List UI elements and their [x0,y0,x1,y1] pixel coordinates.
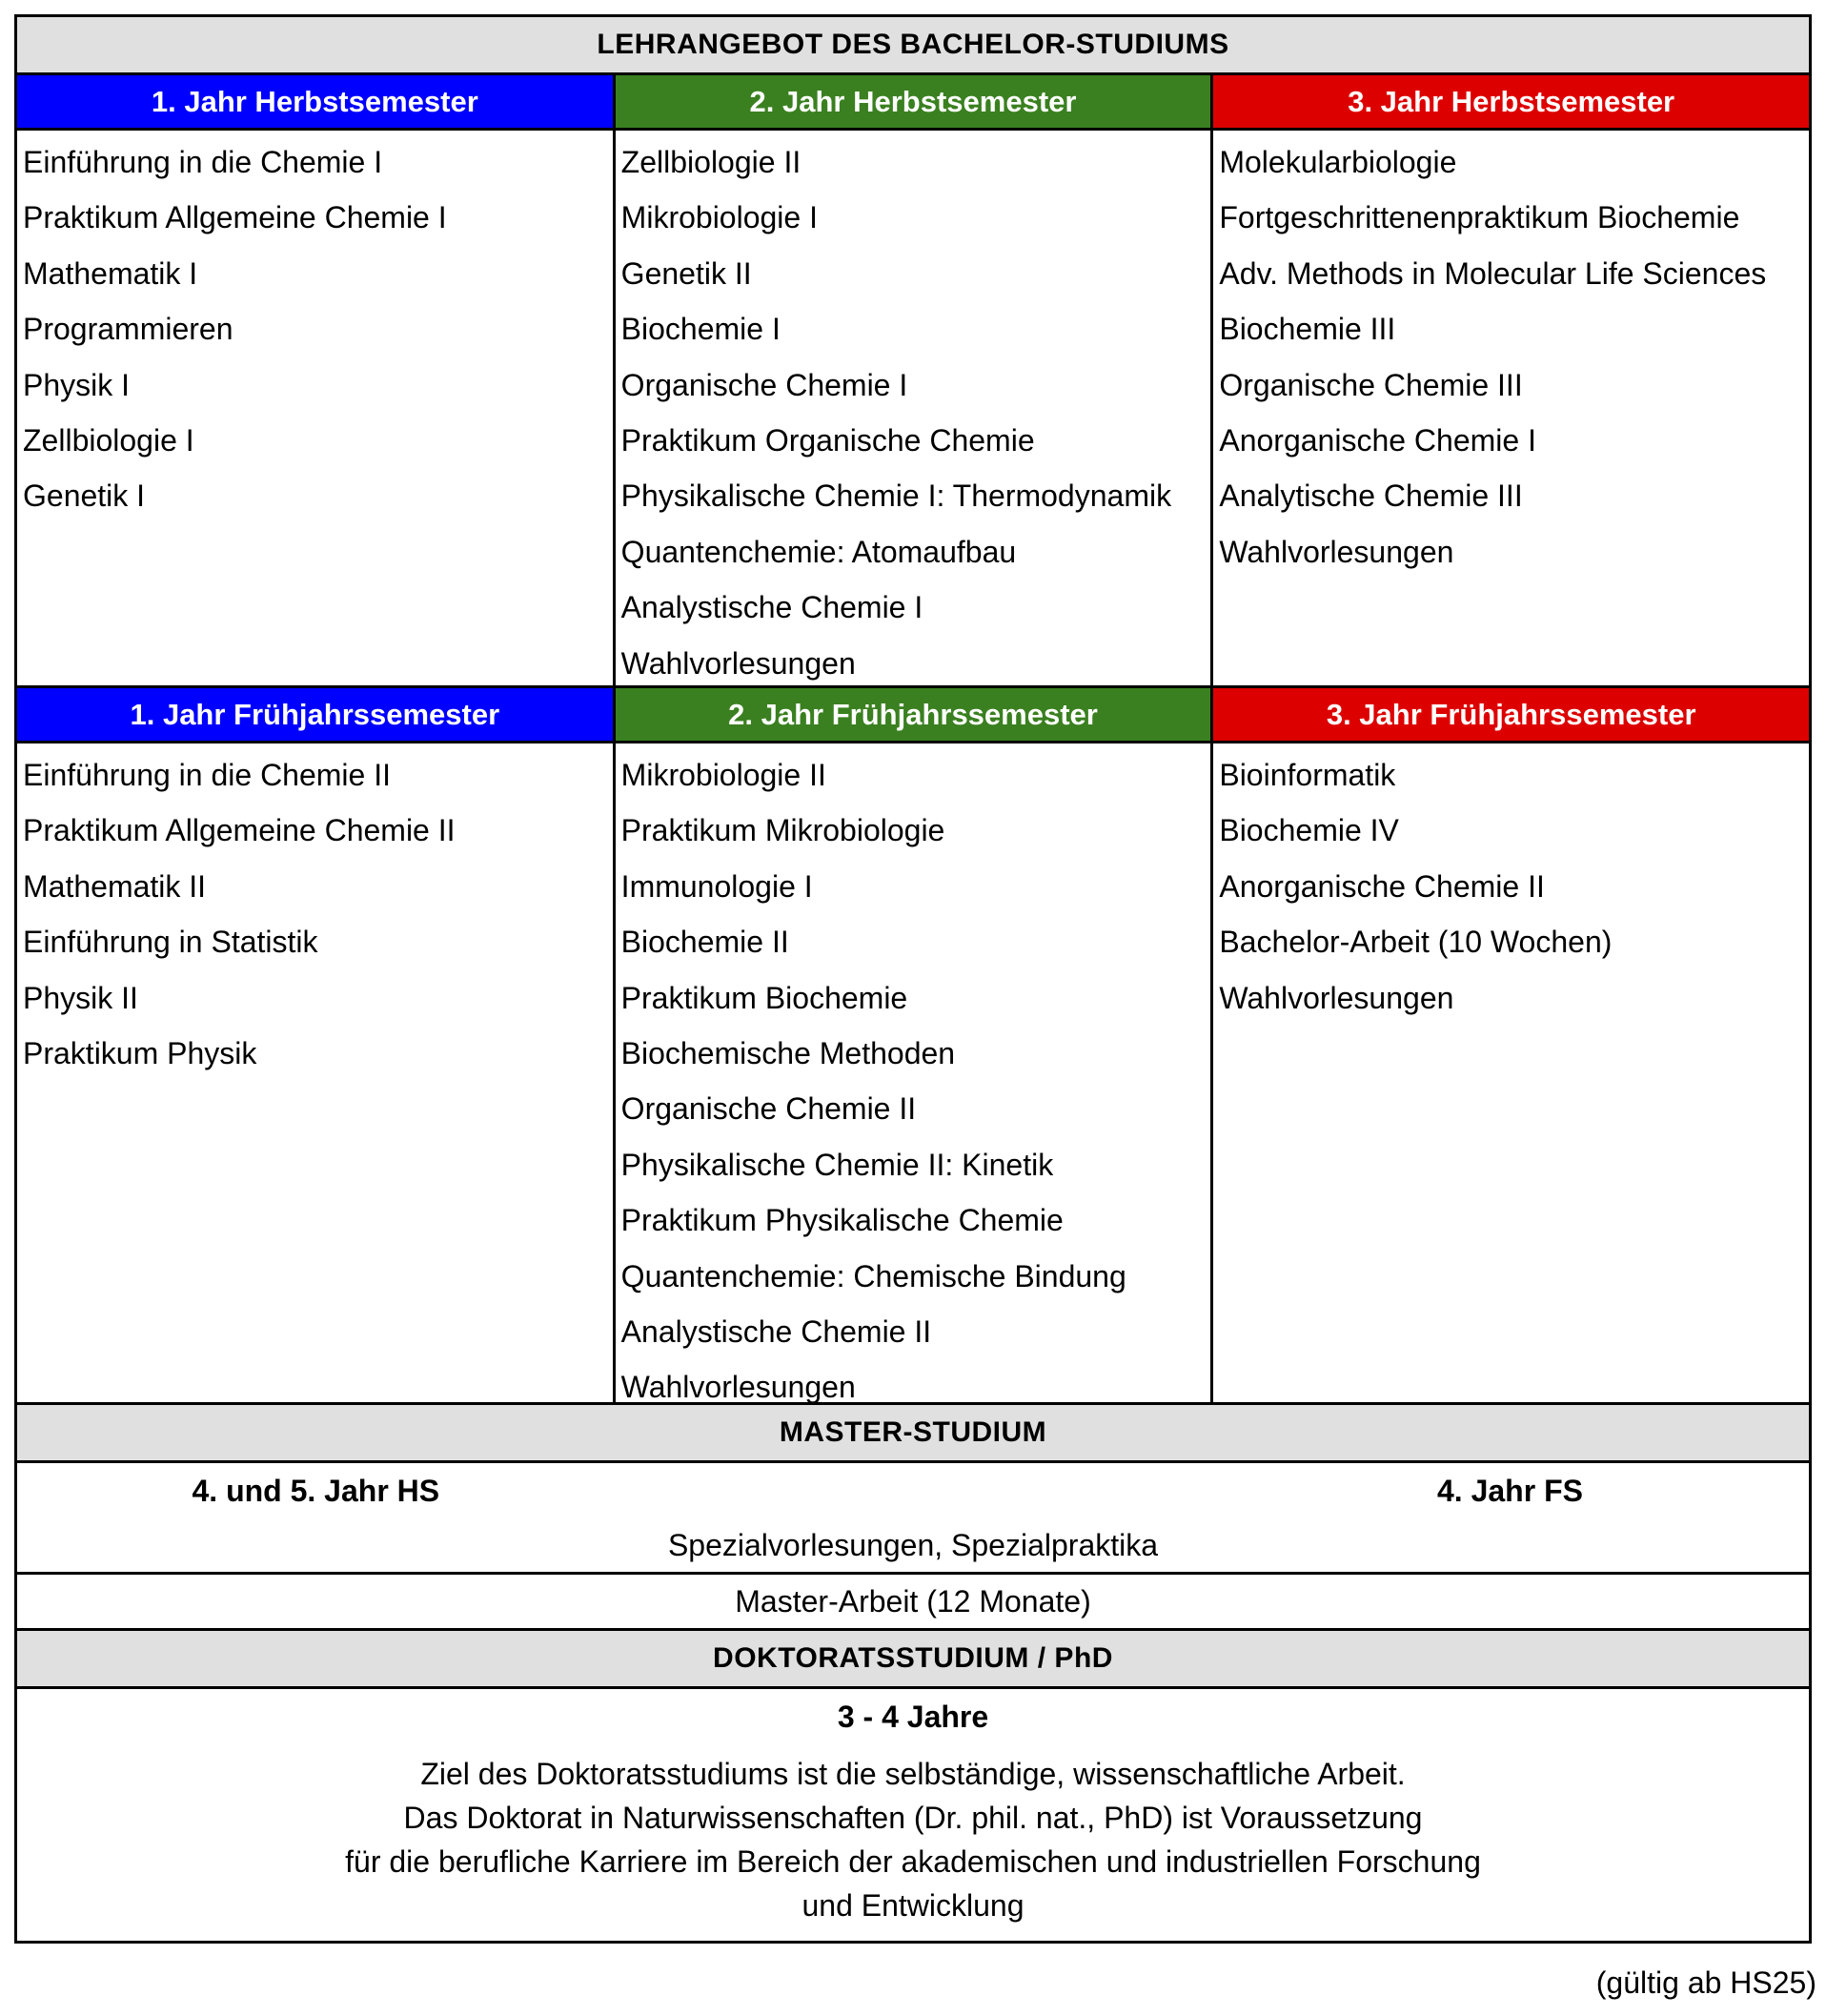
phd-title: DOKTORATSSTUDIUM / PhD [17,1631,1809,1689]
course-item: Zellbiologie II [620,145,801,179]
phd-line: Ziel des Doktoratsstudiums ist die selbständige, wissenschaftliche Arbeit. [420,1757,1406,1791]
bachelor-title: LEHRANGEBOT DES BACHELOR-STUDIUMS [17,17,1809,75]
course-item: Organische Chemie II [620,1091,917,1127]
course-item: Physikalische Chemie II: Kinetik [620,1147,1054,1182]
course-item: Physik I [23,367,131,402]
course-list [1213,743,1809,1026]
course-item: Organische Chemie III [1219,367,1523,402]
course-item: Praktikum Mikrobiologie [620,813,945,848]
master-years [17,1463,1809,1518]
course-item: Biochemie II [620,925,789,960]
fruehjahr-header-row [17,688,1809,743]
course-item: Biochemie IV [1219,813,1399,848]
course-item: Einführung in die Chemie I [23,145,383,179]
course-item: Praktikum Physik [23,1035,257,1070]
course-item: Praktikum Allgemeine Chemie I [23,200,447,235]
course-item: Programmieren [23,312,233,347]
header-y3-fs: 3. Jahr Frühjahrssemester [1213,688,1809,743]
course-item: Genetik II [620,255,752,291]
course-item: Mikrobiologie II [620,758,826,792]
course-item: Adv. Methods in Molecular Life Sciences [1219,255,1767,291]
course-list [616,743,1211,1415]
curriculum-table [14,14,1812,1944]
course-item: Molekularbiologie [1219,145,1457,179]
course-item: Wahlvorlesungen [1219,980,1454,1015]
course-item: Quantenchemie: Chemische Bindung [620,1258,1126,1293]
course-item: Biochemische Methoden [620,1035,956,1070]
master-left-label: 4. und 5. Jahr HS [192,1474,440,1508]
master-title: MASTER-STUDIUM [17,1405,1809,1463]
course-item: Analytische Chemie III [1219,479,1523,514]
course-item: Mathematik II [23,868,207,904]
master-right-label: 4. Jahr FS [1437,1474,1583,1508]
course-item: Physik II [23,980,138,1015]
course-item: Analystische Chemie I [620,590,923,625]
course-item: Praktikum Allgemeine Chemie II [23,813,456,848]
course-item: Biochemie I [620,312,781,347]
course-item: Praktikum Physikalische Chemie [620,1203,1064,1238]
course-item: Einführung in die Chemie II [23,758,391,792]
course-item: Mathematik I [23,255,198,291]
course-list [616,131,1211,691]
course-item: Anorganische Chemie II [1219,868,1545,904]
master-thesis: Master-Arbeit (12 Monate) [17,1575,1809,1631]
course-list [17,743,613,1081]
header-y1-fs: 1. Jahr Frühjahrssemester [17,688,613,743]
phd-line: für die berufliche Karriere im Bereich der akademischen und industriellen Forschung [345,1844,1481,1879]
header-y2-hs: 2. Jahr Herbstsemester [616,75,1211,131]
course-item: Genetik I [23,479,146,514]
header-y2-fs: 2. Jahr Frühjahrssemester [616,688,1211,743]
course-item: Immunologie I [620,868,813,904]
course-item: Biochemie III [1219,312,1396,347]
course-item: Einführung in Statistik [23,925,318,960]
fruehjahr-body-row [17,743,1809,1405]
phd-line: Das Doktorat in Naturwissenschaften (Dr. phil. nat., PhD) ist Voraussetzung [403,1801,1423,1835]
course-item: Fortgeschrittenenpraktikum Biochemie [1219,200,1740,235]
course-item: Bachelor-Arbeit (10 Wochen) [1219,925,1613,960]
course-list [17,131,613,524]
header-y3-hs: 3. Jahr Herbstsemester [1213,75,1809,131]
validity-note: (gültig ab HS25) [1595,1965,1816,2000]
header-y1-hs: 1. Jahr Herbstsemester [17,75,613,131]
herbst-header-row [17,75,1809,131]
course-item: Physikalische Chemie I: Thermodynamik [620,479,1172,514]
course-item: Praktikum Biochemie [620,980,908,1015]
course-item: Bioinformatik [1219,758,1396,792]
course-item: Wahlvorlesungen [620,1370,856,1405]
master-courses: Spezialvorlesungen, Spezialpraktika [17,1518,1809,1575]
phd-line: und Entwicklung [801,1888,1025,1923]
course-item: Mikrobiologie I [620,200,818,235]
course-list [1213,131,1809,580]
herbst-body-row [17,131,1809,688]
phd-description [17,1744,1809,1941]
course-item: Analystische Chemie II [620,1313,932,1349]
course-item: Organische Chemie I [620,367,908,402]
course-item: Wahlvorlesungen [1219,534,1454,569]
course-item: Anorganische Chemie I [1219,422,1536,458]
course-item: Praktikum Organische Chemie [620,422,1035,458]
phd-years: 3 - 4 Jahre [837,1700,989,1734]
course-item: Quantenchemie: Atomaufbau [620,534,1017,569]
course-item: Wahlvorlesungen [620,645,856,681]
course-item: Zellbiologie I [23,422,194,458]
